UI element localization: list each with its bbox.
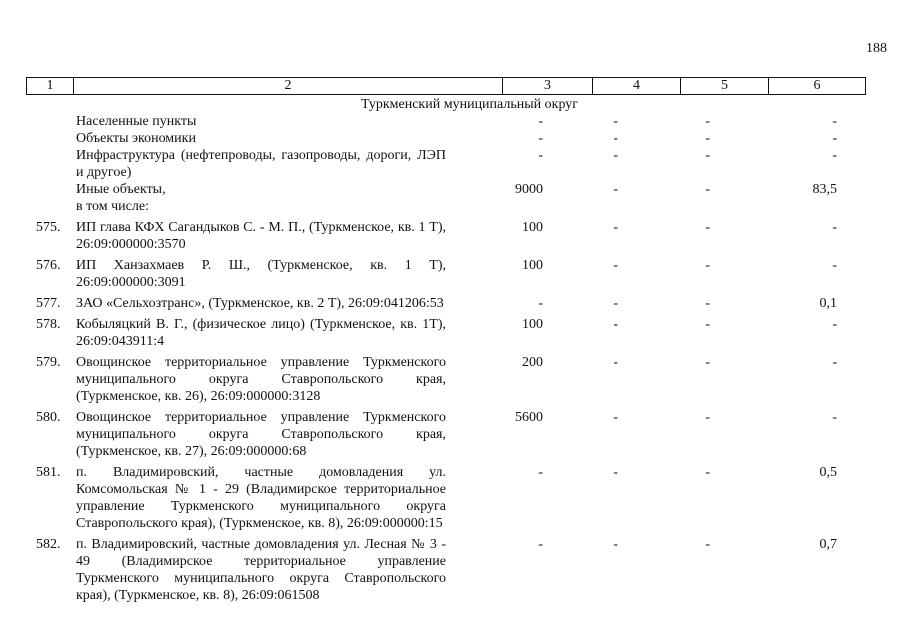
row-number: 576. bbox=[36, 258, 61, 273]
row-number: 580. bbox=[36, 410, 61, 425]
row-name: Инфраструктура (нефтепроводы, газопроводы, дороги, ЛЭП и другое) bbox=[76, 148, 446, 180]
row-name: п. Владимировский, частные домовладения ул. Лесная № 3 - 49 (Владимирское территориальное управление Туркменского муниципального округа Ставропольского края), (Туркменское, кв. 8), 26:09:061508 bbox=[76, 537, 446, 603]
row-col-5: - bbox=[705, 537, 710, 552]
row-col-6: - bbox=[832, 317, 837, 332]
section-title: Туркменский муниципальный округ bbox=[361, 97, 578, 112]
row-col-3: 100 bbox=[522, 258, 543, 273]
row-col-6: 0,7 bbox=[819, 537, 837, 552]
row-col-4: - bbox=[613, 465, 618, 480]
header-col-3: 3 bbox=[503, 78, 593, 94]
row-col-3: - bbox=[538, 114, 543, 129]
row-col-4: - bbox=[613, 182, 618, 197]
row-col-4: - bbox=[613, 355, 618, 370]
row-col-4: - bbox=[613, 148, 618, 163]
table-row bbox=[26, 464, 866, 532]
row-name: ИП глава КФХ Сагандыков С. - М. П., (Туркменское, кв. 1 Т), 26:09:000000:3570 bbox=[76, 220, 446, 252]
row-col-6: 0,1 bbox=[819, 296, 837, 311]
row-col-4: - bbox=[613, 410, 618, 425]
row-col-3: 9000 bbox=[515, 182, 543, 197]
row-name: Овощинское территориальное управление Туркменского муниципального округа Ставропольского края, (Туркменское, кв. 27), 26:09:000000:68 bbox=[76, 410, 446, 459]
header-col-2: 2 bbox=[74, 78, 503, 94]
table-row bbox=[26, 257, 866, 291]
page-number: 188 bbox=[866, 41, 887, 56]
row-col-4: - bbox=[613, 258, 618, 273]
row-col-5: - bbox=[705, 465, 710, 480]
row-number: 579. bbox=[36, 355, 61, 370]
row-col-3: - bbox=[538, 148, 543, 163]
row-col-5: - bbox=[705, 220, 710, 235]
table-row bbox=[26, 181, 866, 215]
row-name: Иные объекты, в том числе: bbox=[76, 182, 166, 214]
row-col-4: - bbox=[613, 317, 618, 332]
row-name: Кобыляцкий В. Г., (физическое лицо) (Туркменское, кв. 1Т), 26:09:043911:4 bbox=[76, 317, 446, 349]
table-body bbox=[26, 113, 866, 604]
table-row bbox=[26, 409, 866, 460]
row-col-5: - bbox=[705, 355, 710, 370]
table-row bbox=[26, 295, 866, 312]
row-col-3: - bbox=[538, 131, 543, 146]
table-row bbox=[26, 219, 866, 253]
table-row bbox=[26, 147, 866, 181]
row-name: ИП Ханзахмаев Р. Ш., (Туркменское, кв. 1 Т), 26:09:000000:3091 bbox=[76, 258, 446, 290]
row-col-6: - bbox=[832, 220, 837, 235]
header-col-5: 5 bbox=[681, 78, 769, 94]
table-header bbox=[26, 77, 866, 95]
row-col-3: 200 bbox=[522, 355, 543, 370]
table-row bbox=[26, 316, 866, 350]
row-col-3: 100 bbox=[522, 220, 543, 235]
table-row bbox=[26, 354, 866, 405]
row-col-4: - bbox=[613, 114, 618, 129]
row-col-3: 5600 bbox=[515, 410, 543, 425]
row-name: ЗАО «Сельхозтранс», (Туркменское, кв. 2 Т), 26:09:041206:53 bbox=[76, 296, 444, 311]
row-col-3: 100 bbox=[522, 317, 543, 332]
table-row bbox=[26, 113, 866, 130]
row-col-6: - bbox=[832, 410, 837, 425]
row-number: 578. bbox=[36, 317, 61, 332]
row-col-5: - bbox=[705, 410, 710, 425]
row-col-6: - bbox=[832, 131, 837, 146]
row-name: Объекты экономики bbox=[76, 131, 196, 146]
row-col-5: - bbox=[705, 296, 710, 311]
header-col-4: 4 bbox=[593, 78, 681, 94]
row-col-5: - bbox=[705, 182, 710, 197]
row-col-3: - bbox=[538, 537, 543, 552]
row-name: п. Владимировский, частные домовладения ул. Комсомольская № 1 - 29 (Владимирское территориальное управление Туркменского муниципального округа Ставропольского края), (Туркменское, кв. 8), 26:09:000000:15 bbox=[76, 465, 446, 531]
row-col-5: - bbox=[705, 114, 710, 129]
table-row bbox=[26, 130, 866, 147]
row-col-6: 0,5 bbox=[819, 465, 837, 480]
row-name: Населенные пункты bbox=[76, 114, 197, 129]
row-col-6: - bbox=[832, 114, 837, 129]
table-row bbox=[26, 536, 866, 604]
row-col-6: 83,5 bbox=[812, 182, 837, 197]
row-col-6: - bbox=[832, 148, 837, 163]
row-col-4: - bbox=[613, 537, 618, 552]
row-col-5: - bbox=[705, 258, 710, 273]
row-col-6: - bbox=[832, 258, 837, 273]
row-col-3: - bbox=[538, 296, 543, 311]
row-col-3: - bbox=[538, 465, 543, 480]
header-col-1: 1 bbox=[27, 78, 74, 94]
row-name: Овощинское территориальное управление Туркменского муниципального округа Ставропольского края, (Туркменское, кв. 26), 26:09:000000:3128 bbox=[76, 355, 446, 404]
row-col-4: - bbox=[613, 131, 618, 146]
header-col-6: 6 bbox=[813, 78, 821, 93]
row-number: 577. bbox=[36, 296, 61, 311]
row-col-6: - bbox=[832, 355, 837, 370]
row-col-4: - bbox=[613, 296, 618, 311]
row-number: 582. bbox=[36, 537, 61, 552]
row-col-5: - bbox=[705, 131, 710, 146]
row-col-5: - bbox=[705, 148, 710, 163]
row-col-5: - bbox=[705, 317, 710, 332]
row-number: 581. bbox=[36, 465, 61, 480]
row-col-4: - bbox=[613, 220, 618, 235]
row-number: 575. bbox=[36, 220, 61, 235]
